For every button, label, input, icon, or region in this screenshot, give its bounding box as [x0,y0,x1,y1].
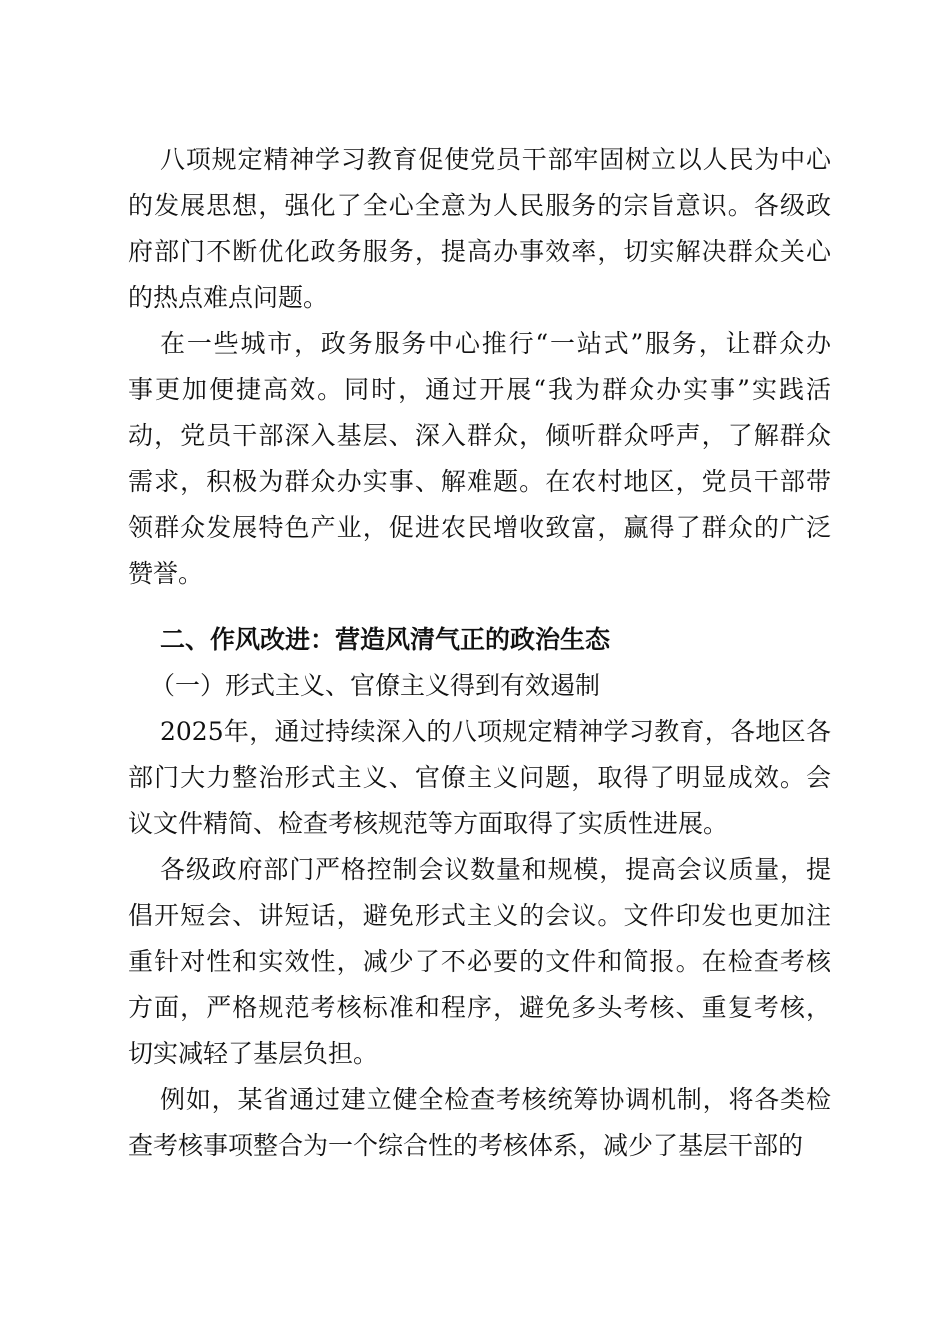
paragraph-line: 查考核事项整合为一个综合性的考核体系，减少了基层干部的 [128,1131,804,1160]
paragraph-line: 切实减轻了基层负担。 [128,1039,379,1068]
paragraph [128,137,831,321]
document-page [128,137,831,1169]
paragraph [128,1077,831,1169]
paragraph-line: 的热点难点问题。 [128,283,329,312]
paragraph-line: 动，党员干部深入基层、深入群众，倾听群众呼声，了解群众 [128,421,831,450]
paragraph-line: 事更加便捷高效。同时，通过开展“我为群众办实事”实践活 [128,375,831,404]
subsection-heading: （一）形式主义、官僚主义得到有效遏制 [150,671,601,700]
paragraph-line: 八项规定精神学习教育促使党员干部牢固树立以人民为中心 [160,145,831,174]
paragraph [128,847,831,1077]
paragraph-line: 需求，积极为群众办实事、解难题。在农村地区，党员干部带 [128,467,831,496]
paragraph-line: 的发展思想，强化了全心全意为人民服务的宗旨意识。各级政 [128,191,831,220]
paragraph [128,321,831,597]
paragraph-line: 例如，某省通过建立健全检查考核统筹协调机制，将各类检 [160,1085,831,1114]
paragraph-line: 方面，严格规范考核标准和程序，避免多头考核、重复考核， [128,993,831,1022]
paragraph-line: 领群众发展特色产业，促进农民增收致富，赢得了群众的广泛 [128,513,831,542]
paragraph-line: 议文件精简、检查考核规范等方面取得了实质性进展。 [128,809,729,838]
paragraph-line: 部门大力整治形式主义、官僚主义问题，取得了明显成效。会 [128,763,831,792]
paragraph-line: 重针对性和实效性，减少了不必要的文件和简报。在检查考核 [128,947,831,976]
paragraph-line: 在一些城市，政务服务中心推行“一站式”服务，让群众办 [160,329,831,358]
paragraph-line: 赞誉。 [128,559,204,588]
paragraph-line: 各级政府部门严格控制会议数量和规模，提高会议质量，提 [160,855,831,884]
paragraph-line: 2025年，通过持续深入的八项规定精神学习教育，各地区各 [160,717,831,746]
paragraph-line: 府部门不断优化政务服务，提高办事效率，切实解决群众关心 [128,237,831,266]
paragraph-line: 倡开短会、讲短话，避免形式主义的会议。文件印发也更加注 [128,901,831,930]
paragraph [128,709,831,847]
section-heading: 二、作风改进：营造风清气正的政治生态 [160,625,611,654]
